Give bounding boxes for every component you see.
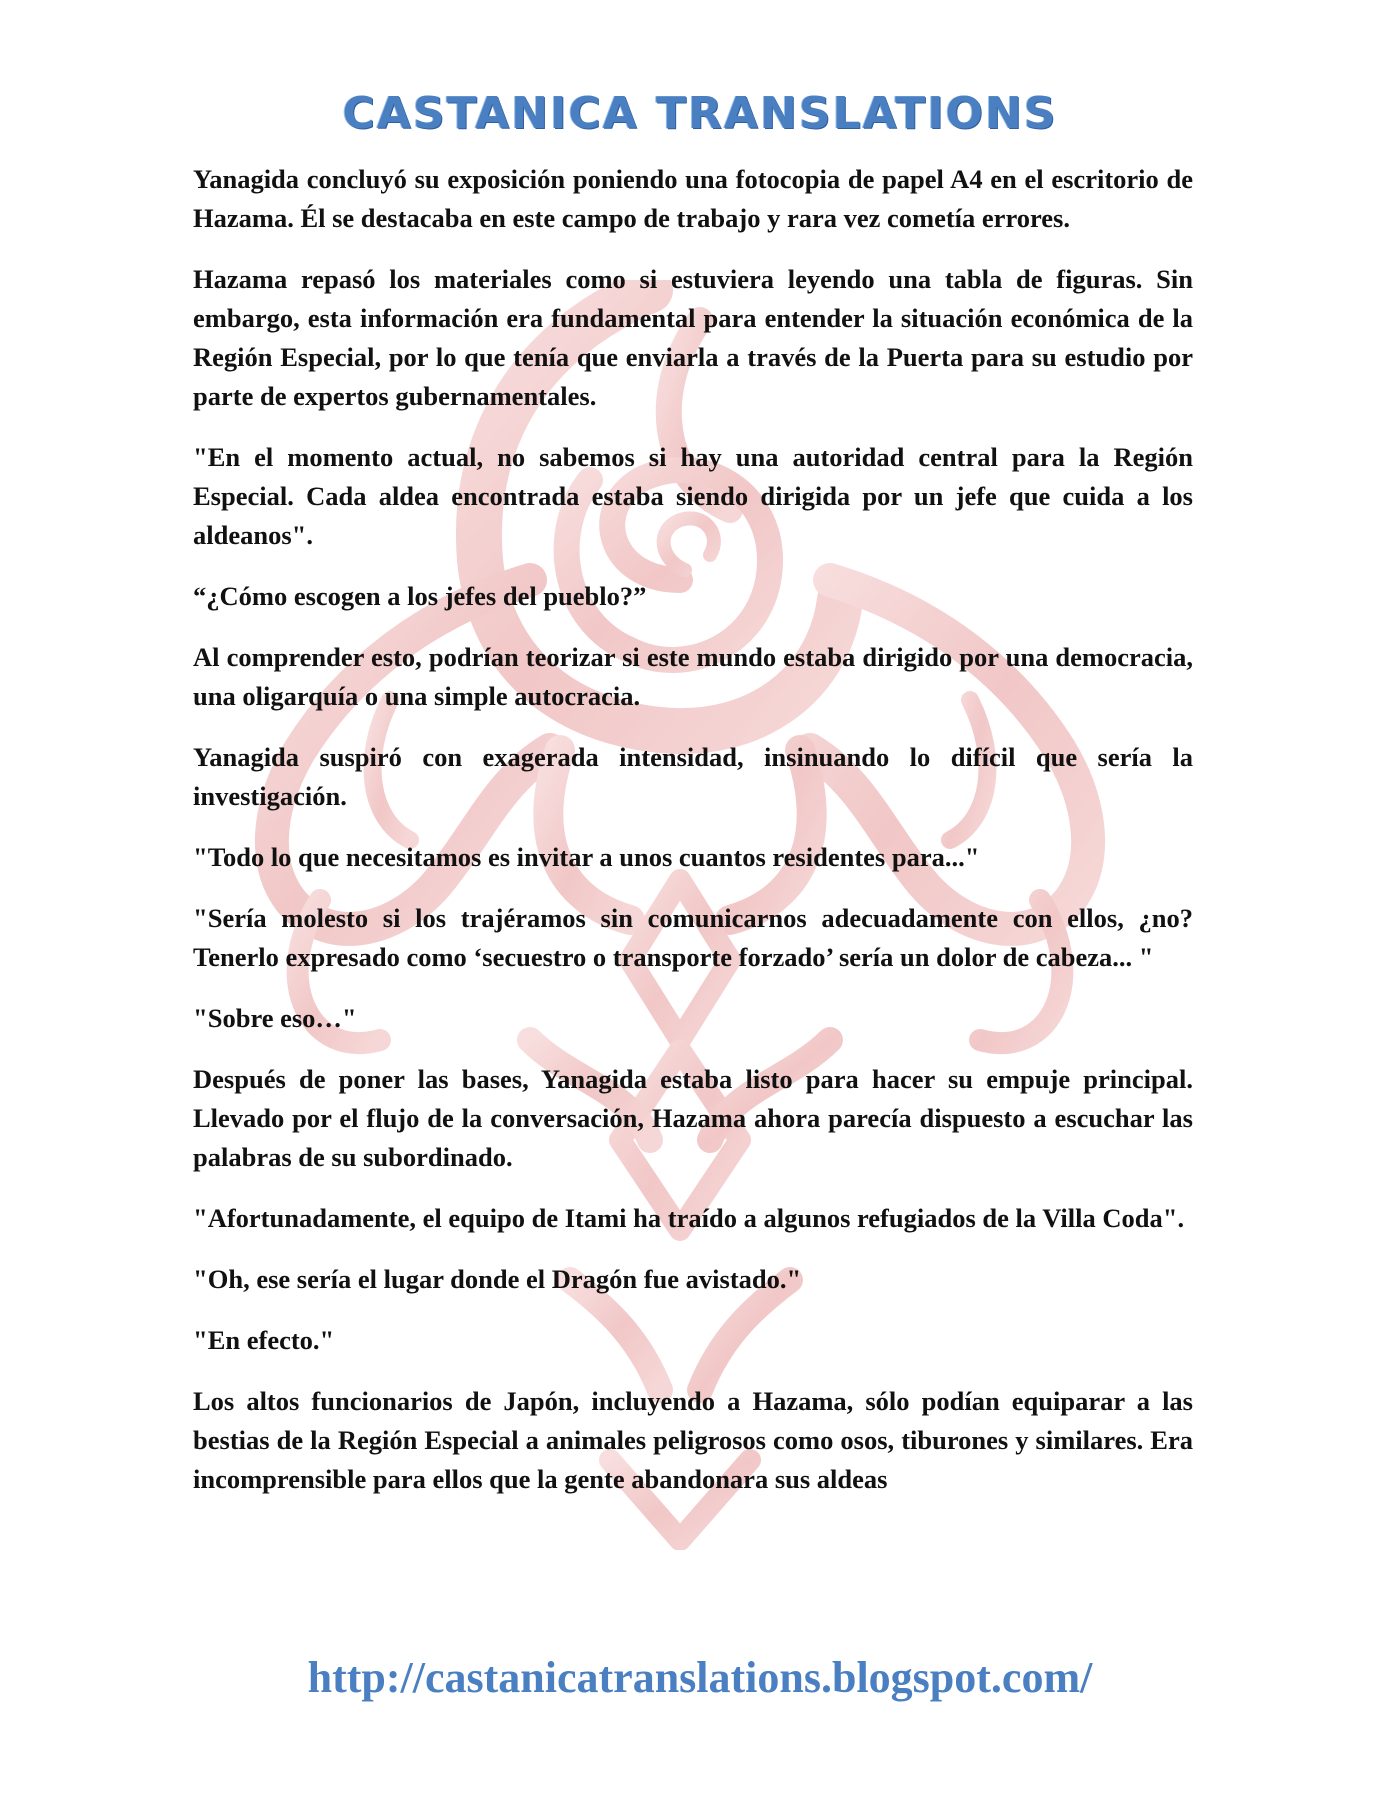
document-body xyxy=(193,160,1193,1521)
blog-url-link[interactable]: http://castanicatranslations.blogspot.com/ xyxy=(307,1653,1093,1702)
paragraph: Yanagida concluyó su exposición poniendo una fotocopia de papel A4 en el escritorio de Hazama. Él se destacaba en este campo de trabajo y rara vez cometía errores. xyxy=(193,164,1193,233)
paragraph: Los altos funcionarios de Japón, incluyendo a Hazama, sólo podían equiparar a las bestias de la Región Especial a animales peligrosos como osos, tiburones y similares. Era incomprensible para ellos que la gente abandonara sus aldeas xyxy=(193,1386,1193,1494)
paragraph: "Afortunadamente, el equipo de Itami ha traído a algunos refugiados de la Villa Coda". xyxy=(193,1203,1185,1233)
paragraph: “¿Cómo escogen a los jefes del pueblo?” xyxy=(193,581,647,611)
paragraph: "En efecto." xyxy=(193,1325,335,1355)
paragraph: Después de poner las bases, Yanagida estaba listo para hacer su empuje principal. Llevado por el flujo de la conversación, Hazama ahora parecía dispuesto a escuchar las palabras de su subordinado. xyxy=(193,1064,1193,1172)
paragraph: "Sobre eso…" xyxy=(193,1003,357,1033)
paragraph: Al comprender esto, podrían teorizar si este mundo estaba dirigido por una democracia, una oligarquía o una simple autocracia. xyxy=(193,642,1193,711)
paragraph: "Oh, ese sería el lugar donde el Dragón fue avistado." xyxy=(193,1264,802,1294)
site-title: CASTANICA TRANSLATIONS xyxy=(342,88,1058,139)
paragraph: Yanagida suspiró con exagerada intensidad, insinuando lo difícil que sería la investigación. xyxy=(193,742,1193,811)
paragraph: "En el momento actual, no sabemos si hay una autoridad central para la Región Especial. Cada aldea encontrada estaba siendo dirigida por un jefe que cuida a los aldeanos". xyxy=(193,442,1193,550)
paragraph: "Todo lo que necesitamos es invitar a unos cuantos residentes para..." xyxy=(193,842,980,872)
paragraph: "Sería molesto si los trajéramos sin comunicarnos adecuadamente con ellos, ¿no? Tenerlo expresado como ‘secuestro o transporte forzado’ sería un dolor de cabeza... " xyxy=(193,903,1193,972)
paragraph: Hazama repasó los materiales como si estuviera leyendo una tabla de figuras. Sin embargo, esta información era fundamental para entender la situación económica de la Región Especial, por lo que tenía que enviarla a través de la Puerta para su estudio por parte de expertos gubernamentales. xyxy=(193,264,1193,411)
